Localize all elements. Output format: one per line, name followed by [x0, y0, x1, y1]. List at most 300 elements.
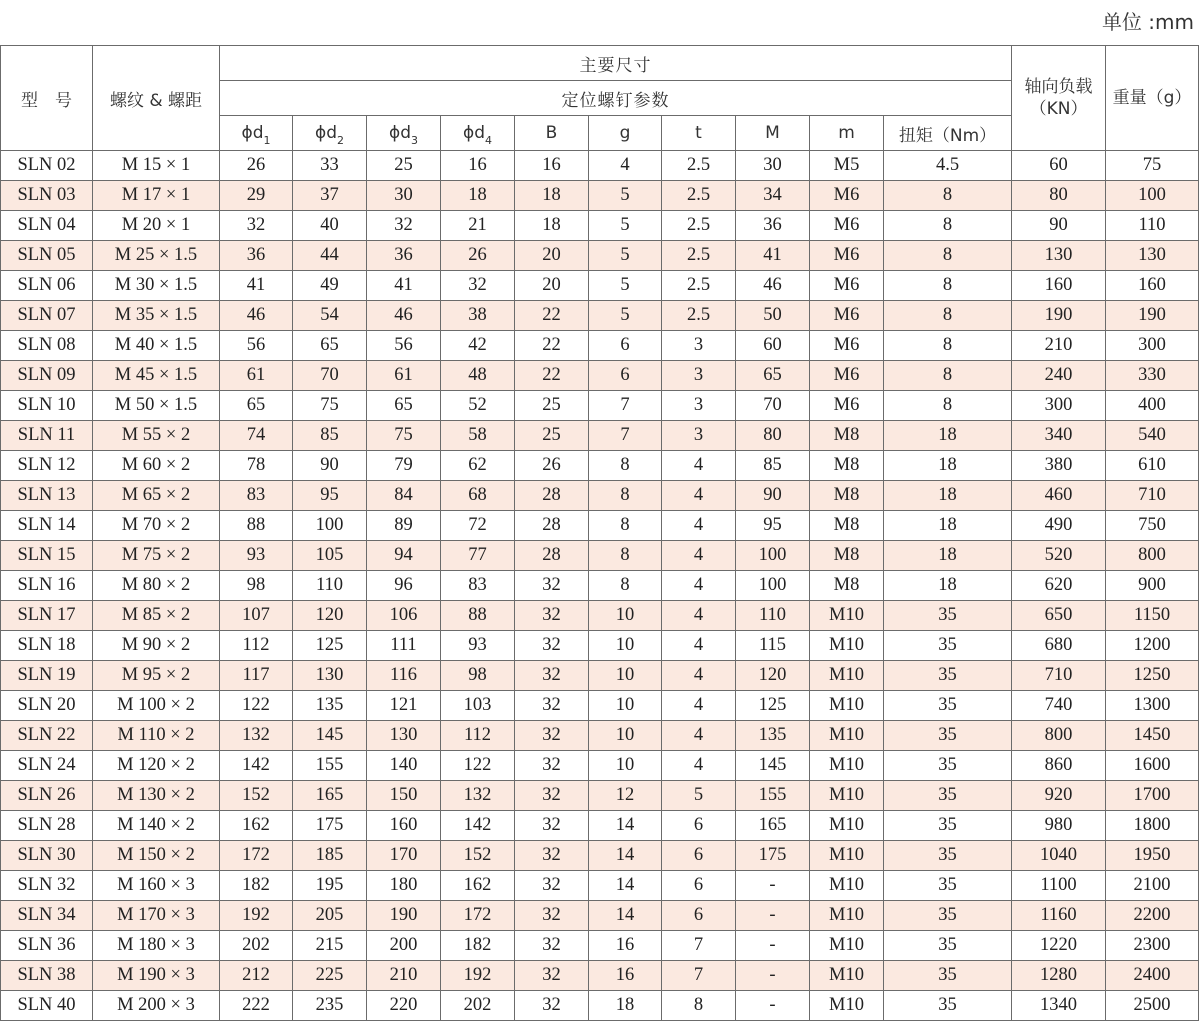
cell-model: SLN 36 — [1, 931, 93, 961]
cell-model: SLN 08 — [1, 331, 93, 361]
cell-m: M6 — [810, 361, 884, 391]
cell-d4: 16 — [441, 151, 515, 181]
cell-axial-load: 60 — [1012, 151, 1106, 181]
cell-d1: 172 — [220, 841, 293, 871]
cell-t: 4 — [662, 661, 736, 691]
header-main-dimensions: 主要尺寸 — [220, 46, 1012, 81]
cell-weight: 1150 — [1106, 601, 1199, 631]
cell-weight: 1200 — [1106, 631, 1199, 661]
cell-g: 10 — [589, 661, 662, 691]
cell-thread: M 130 × 2 — [93, 781, 220, 811]
cell-g: 6 — [589, 361, 662, 391]
cell-d3: 220 — [367, 991, 441, 1021]
cell-d1: 132 — [220, 721, 293, 751]
cell-model: SLN 24 — [1, 751, 93, 781]
cell-t: 8 — [662, 991, 736, 1021]
header-model: 型 号 — [1, 46, 93, 151]
cell-m: M8 — [810, 451, 884, 481]
cell-thread: M 110 × 2 — [93, 721, 220, 751]
cell-d1: 46 — [220, 301, 293, 331]
cell-B: 25 — [515, 391, 589, 421]
cell-d1: 107 — [220, 601, 293, 631]
unit-label: 单位 :mm — [1101, 10, 1194, 34]
table-row — [1, 871, 1199, 901]
cell-d4: 68 — [441, 481, 515, 511]
cell-B: 32 — [515, 901, 589, 931]
cell-m: M8 — [810, 541, 884, 571]
cell-m: M6 — [810, 301, 884, 331]
cell-t: 6 — [662, 901, 736, 931]
table-header — [1, 46, 1199, 151]
cell-B: 25 — [515, 421, 589, 451]
header-torque: 扭矩（Nm） — [884, 116, 1012, 151]
cell-weight: 1300 — [1106, 691, 1199, 721]
cell-weight: 330 — [1106, 361, 1199, 391]
cell-model: SLN 05 — [1, 241, 93, 271]
cell-thread: M 85 × 2 — [93, 601, 220, 631]
cell-d1: 162 — [220, 811, 293, 841]
cell-d2: 37 — [293, 181, 367, 211]
cell-model: SLN 06 — [1, 271, 93, 301]
cell-t: 6 — [662, 811, 736, 841]
cell-torque: 8 — [884, 271, 1012, 301]
cell-t: 2.5 — [662, 151, 736, 181]
cell-model: SLN 02 — [1, 151, 93, 181]
cell-model: SLN 15 — [1, 541, 93, 571]
cell-t: 4 — [662, 541, 736, 571]
cell-m: M10 — [810, 811, 884, 841]
cell-B: 32 — [515, 991, 589, 1021]
cell-m: M6 — [810, 241, 884, 271]
cell-torque: 18 — [884, 421, 1012, 451]
cell-torque: 35 — [884, 661, 1012, 691]
cell-B: 16 — [515, 151, 589, 181]
cell-model: SLN 13 — [1, 481, 93, 511]
cell-axial-load: 980 — [1012, 811, 1106, 841]
cell-t: 5 — [662, 781, 736, 811]
cell-B: 32 — [515, 811, 589, 841]
cell-weight: 130 — [1106, 241, 1199, 271]
cell-axial-load: 1340 — [1012, 991, 1106, 1021]
cell-d2: 135 — [293, 691, 367, 721]
cell-M: 46 — [736, 271, 810, 301]
cell-t: 3 — [662, 421, 736, 451]
cell-g: 7 — [589, 391, 662, 421]
cell-axial-load: 920 — [1012, 781, 1106, 811]
cell-d4: 58 — [441, 421, 515, 451]
table-row — [1, 331, 1199, 361]
cell-m: M10 — [810, 841, 884, 871]
cell-d2: 225 — [293, 961, 367, 991]
cell-d2: 185 — [293, 841, 367, 871]
cell-weight: 400 — [1106, 391, 1199, 421]
cell-model: SLN 40 — [1, 991, 93, 1021]
cell-d1: 117 — [220, 661, 293, 691]
table-row — [1, 601, 1199, 631]
table-row — [1, 691, 1199, 721]
cell-m: M6 — [810, 271, 884, 301]
cell-d2: 85 — [293, 421, 367, 451]
cell-d1: 93 — [220, 541, 293, 571]
cell-axial-load: 1220 — [1012, 931, 1106, 961]
cell-thread: M 95 × 2 — [93, 661, 220, 691]
cell-t: 4 — [662, 631, 736, 661]
cell-d3: 106 — [367, 601, 441, 631]
cell-g: 5 — [589, 271, 662, 301]
cell-model: SLN 04 — [1, 211, 93, 241]
cell-d1: 122 — [220, 691, 293, 721]
cell-d3: 121 — [367, 691, 441, 721]
cell-d2: 155 — [293, 751, 367, 781]
cell-d3: 96 — [367, 571, 441, 601]
cell-g: 6 — [589, 331, 662, 361]
cell-model: SLN 19 — [1, 661, 93, 691]
cell-thread: M 50 × 1.5 — [93, 391, 220, 421]
cell-model: SLN 20 — [1, 691, 93, 721]
cell-axial-load: 650 — [1012, 601, 1106, 631]
cell-d2: 235 — [293, 991, 367, 1021]
cell-axial-load: 520 — [1012, 541, 1106, 571]
cell-d1: 78 — [220, 451, 293, 481]
cell-M: 80 — [736, 421, 810, 451]
cell-axial-load: 1280 — [1012, 961, 1106, 991]
cell-model: SLN 32 — [1, 871, 93, 901]
cell-g: 16 — [589, 961, 662, 991]
cell-B: 32 — [515, 931, 589, 961]
cell-d2: 40 — [293, 211, 367, 241]
cell-d4: 48 — [441, 361, 515, 391]
cell-d3: 130 — [367, 721, 441, 751]
cell-torque: 18 — [884, 571, 1012, 601]
cell-d3: 46 — [367, 301, 441, 331]
cell-M: - — [736, 961, 810, 991]
cell-g: 14 — [589, 811, 662, 841]
cell-d2: 100 — [293, 511, 367, 541]
cell-B: 32 — [515, 691, 589, 721]
cell-d1: 41 — [220, 271, 293, 301]
cell-torque: 8 — [884, 391, 1012, 421]
cell-thread: M 15 × 1 — [93, 151, 220, 181]
cell-d3: 65 — [367, 391, 441, 421]
cell-g: 5 — [589, 181, 662, 211]
cell-thread: M 170 × 3 — [93, 901, 220, 931]
header-g: g — [589, 116, 662, 151]
cell-d1: 222 — [220, 991, 293, 1021]
table-row — [1, 211, 1199, 241]
cell-axial-load: 130 — [1012, 241, 1106, 271]
table-row — [1, 361, 1199, 391]
cell-model: SLN 34 — [1, 901, 93, 931]
cell-axial-load: 860 — [1012, 751, 1106, 781]
cell-g: 5 — [589, 211, 662, 241]
cell-B: 32 — [515, 571, 589, 601]
cell-axial-load: 340 — [1012, 421, 1106, 451]
cell-torque: 35 — [884, 691, 1012, 721]
cell-d3: 75 — [367, 421, 441, 451]
cell-d1: 61 — [220, 361, 293, 391]
cell-d3: 41 — [367, 271, 441, 301]
table-row — [1, 781, 1199, 811]
cell-g: 14 — [589, 871, 662, 901]
cell-d2: 54 — [293, 301, 367, 331]
table-row — [1, 481, 1199, 511]
cell-d2: 215 — [293, 931, 367, 961]
cell-g: 10 — [589, 691, 662, 721]
cell-torque: 18 — [884, 541, 1012, 571]
cell-g: 10 — [589, 721, 662, 751]
cell-weight: 2500 — [1106, 991, 1199, 1021]
cell-g: 14 — [589, 901, 662, 931]
cell-torque: 8 — [884, 211, 1012, 241]
cell-torque: 4.5 — [884, 151, 1012, 181]
cell-m: M5 — [810, 151, 884, 181]
cell-d4: 42 — [441, 331, 515, 361]
cell-B: 22 — [515, 361, 589, 391]
cell-g: 10 — [589, 751, 662, 781]
cell-d1: 26 — [220, 151, 293, 181]
cell-m: M8 — [810, 571, 884, 601]
cell-B: 28 — [515, 541, 589, 571]
cell-M: 100 — [736, 571, 810, 601]
header-B: B — [515, 116, 589, 151]
cell-d4: 112 — [441, 721, 515, 751]
cell-d1: 192 — [220, 901, 293, 931]
cell-thread: M 40 × 1.5 — [93, 331, 220, 361]
cell-d1: 32 — [220, 211, 293, 241]
cell-torque: 18 — [884, 511, 1012, 541]
cell-d2: 205 — [293, 901, 367, 931]
cell-t: 2.5 — [662, 241, 736, 271]
cell-t: 7 — [662, 961, 736, 991]
cell-d4: 122 — [441, 751, 515, 781]
header-t: t — [662, 116, 736, 151]
table-row — [1, 391, 1199, 421]
cell-m: M8 — [810, 421, 884, 451]
cell-d4: 103 — [441, 691, 515, 721]
cell-d2: 65 — [293, 331, 367, 361]
cell-t: 3 — [662, 331, 736, 361]
cell-g: 8 — [589, 481, 662, 511]
cell-t: 2.5 — [662, 181, 736, 211]
cell-model: SLN 03 — [1, 181, 93, 211]
cell-M: - — [736, 871, 810, 901]
cell-M: 135 — [736, 721, 810, 751]
cell-M: 165 — [736, 811, 810, 841]
cell-M: 41 — [736, 241, 810, 271]
cell-d1: 182 — [220, 871, 293, 901]
cell-d3: 36 — [367, 241, 441, 271]
cell-axial-load: 740 — [1012, 691, 1106, 721]
cell-thread: M 45 × 1.5 — [93, 361, 220, 391]
cell-thread: M 30 × 1.5 — [93, 271, 220, 301]
header-weight: 重量（g） — [1106, 46, 1199, 151]
cell-d2: 105 — [293, 541, 367, 571]
cell-M: - — [736, 901, 810, 931]
cell-B: 26 — [515, 451, 589, 481]
cell-model: SLN 38 — [1, 961, 93, 991]
cell-axial-load: 240 — [1012, 361, 1106, 391]
cell-t: 4 — [662, 721, 736, 751]
cell-d4: 38 — [441, 301, 515, 331]
cell-weight: 110 — [1106, 211, 1199, 241]
cell-M: 175 — [736, 841, 810, 871]
header-thread: 螺纹 & 螺距 — [93, 46, 220, 151]
cell-weight: 1800 — [1106, 811, 1199, 841]
cell-d2: 130 — [293, 661, 367, 691]
cell-m: M6 — [810, 181, 884, 211]
cell-thread: M 55 × 2 — [93, 421, 220, 451]
cell-model: SLN 11 — [1, 421, 93, 451]
cell-t: 3 — [662, 391, 736, 421]
cell-d3: 160 — [367, 811, 441, 841]
cell-B: 18 — [515, 181, 589, 211]
cell-t: 7 — [662, 931, 736, 961]
cell-M: 100 — [736, 541, 810, 571]
cell-model: SLN 28 — [1, 811, 93, 841]
cell-d4: 72 — [441, 511, 515, 541]
cell-d4: 93 — [441, 631, 515, 661]
cell-g: 8 — [589, 511, 662, 541]
cell-thread: M 100 × 2 — [93, 691, 220, 721]
cell-torque: 35 — [884, 841, 1012, 871]
spec-table — [0, 45, 1199, 1021]
table-row — [1, 961, 1199, 991]
cell-d2: 44 — [293, 241, 367, 271]
cell-d3: 56 — [367, 331, 441, 361]
cell-d3: 30 — [367, 181, 441, 211]
cell-model: SLN 26 — [1, 781, 93, 811]
cell-m: M10 — [810, 751, 884, 781]
cell-M: - — [736, 931, 810, 961]
cell-m: M10 — [810, 631, 884, 661]
cell-B: 22 — [515, 331, 589, 361]
cell-model: SLN 07 — [1, 301, 93, 331]
cell-t: 4 — [662, 481, 736, 511]
cell-d1: 98 — [220, 571, 293, 601]
cell-d4: 32 — [441, 271, 515, 301]
cell-g: 10 — [589, 631, 662, 661]
cell-thread: M 25 × 1.5 — [93, 241, 220, 271]
cell-model: SLN 14 — [1, 511, 93, 541]
cell-M: 30 — [736, 151, 810, 181]
cell-torque: 35 — [884, 811, 1012, 841]
cell-thread: M 35 × 1.5 — [93, 301, 220, 331]
cell-d3: 140 — [367, 751, 441, 781]
cell-weight: 75 — [1106, 151, 1199, 181]
cell-d4: 162 — [441, 871, 515, 901]
cell-model: SLN 12 — [1, 451, 93, 481]
cell-m: M10 — [810, 931, 884, 961]
cell-M: 60 — [736, 331, 810, 361]
cell-torque: 35 — [884, 781, 1012, 811]
cell-t: 4 — [662, 751, 736, 781]
cell-g: 8 — [589, 571, 662, 601]
cell-d2: 49 — [293, 271, 367, 301]
cell-B: 32 — [515, 841, 589, 871]
cell-d4: 83 — [441, 571, 515, 601]
cell-M: 110 — [736, 601, 810, 631]
cell-d1: 88 — [220, 511, 293, 541]
cell-M: 125 — [736, 691, 810, 721]
cell-thread: M 75 × 2 — [93, 541, 220, 571]
cell-M: 115 — [736, 631, 810, 661]
cell-axial-load: 80 — [1012, 181, 1106, 211]
cell-m: M6 — [810, 391, 884, 421]
cell-m: M10 — [810, 991, 884, 1021]
cell-axial-load: 90 — [1012, 211, 1106, 241]
cell-model: SLN 16 — [1, 571, 93, 601]
cell-d3: 89 — [367, 511, 441, 541]
table-row — [1, 181, 1199, 211]
cell-t: 2.5 — [662, 301, 736, 331]
cell-thread: M 140 × 2 — [93, 811, 220, 841]
cell-thread: M 120 × 2 — [93, 751, 220, 781]
cell-weight: 160 — [1106, 271, 1199, 301]
cell-weight: 1600 — [1106, 751, 1199, 781]
cell-m: M6 — [810, 211, 884, 241]
cell-axial-load: 710 — [1012, 661, 1106, 691]
header-M: M — [736, 116, 810, 151]
table-row — [1, 661, 1199, 691]
cell-weight: 190 — [1106, 301, 1199, 331]
cell-weight: 300 — [1106, 331, 1199, 361]
cell-d2: 90 — [293, 451, 367, 481]
cell-g: 8 — [589, 541, 662, 571]
cell-g: 14 — [589, 841, 662, 871]
cell-model: SLN 18 — [1, 631, 93, 661]
cell-t: 4 — [662, 451, 736, 481]
cell-g: 18 — [589, 991, 662, 1021]
cell-torque: 35 — [884, 961, 1012, 991]
cell-M: 36 — [736, 211, 810, 241]
cell-d4: 18 — [441, 181, 515, 211]
cell-d4: 26 — [441, 241, 515, 271]
table-row — [1, 901, 1199, 931]
cell-weight: 710 — [1106, 481, 1199, 511]
header-set-screw: 定位螺钉参数 — [220, 81, 1012, 116]
cell-B: 32 — [515, 871, 589, 901]
cell-axial-load: 620 — [1012, 571, 1106, 601]
table-row — [1, 451, 1199, 481]
cell-d3: 94 — [367, 541, 441, 571]
cell-weight: 610 — [1106, 451, 1199, 481]
cell-thread: M 17 × 1 — [93, 181, 220, 211]
cell-weight: 900 — [1106, 571, 1199, 601]
cell-d2: 195 — [293, 871, 367, 901]
cell-M: 65 — [736, 361, 810, 391]
cell-B: 32 — [515, 661, 589, 691]
cell-axial-load: 800 — [1012, 721, 1106, 751]
cell-d3: 84 — [367, 481, 441, 511]
table-row — [1, 571, 1199, 601]
cell-B: 22 — [515, 301, 589, 331]
cell-m: M8 — [810, 511, 884, 541]
cell-g: 12 — [589, 781, 662, 811]
cell-M: 90 — [736, 481, 810, 511]
cell-weight: 800 — [1106, 541, 1199, 571]
cell-thread: M 80 × 2 — [93, 571, 220, 601]
table-row — [1, 631, 1199, 661]
cell-m: M10 — [810, 661, 884, 691]
cell-axial-load: 490 — [1012, 511, 1106, 541]
cell-M: 70 — [736, 391, 810, 421]
header-d3: $\phi d_3$ — [367, 116, 441, 151]
cell-d4: 77 — [441, 541, 515, 571]
cell-d4: 192 — [441, 961, 515, 991]
header-d2: $\phi d_2$ — [293, 116, 367, 151]
cell-d4: 152 — [441, 841, 515, 871]
cell-d3: 150 — [367, 781, 441, 811]
